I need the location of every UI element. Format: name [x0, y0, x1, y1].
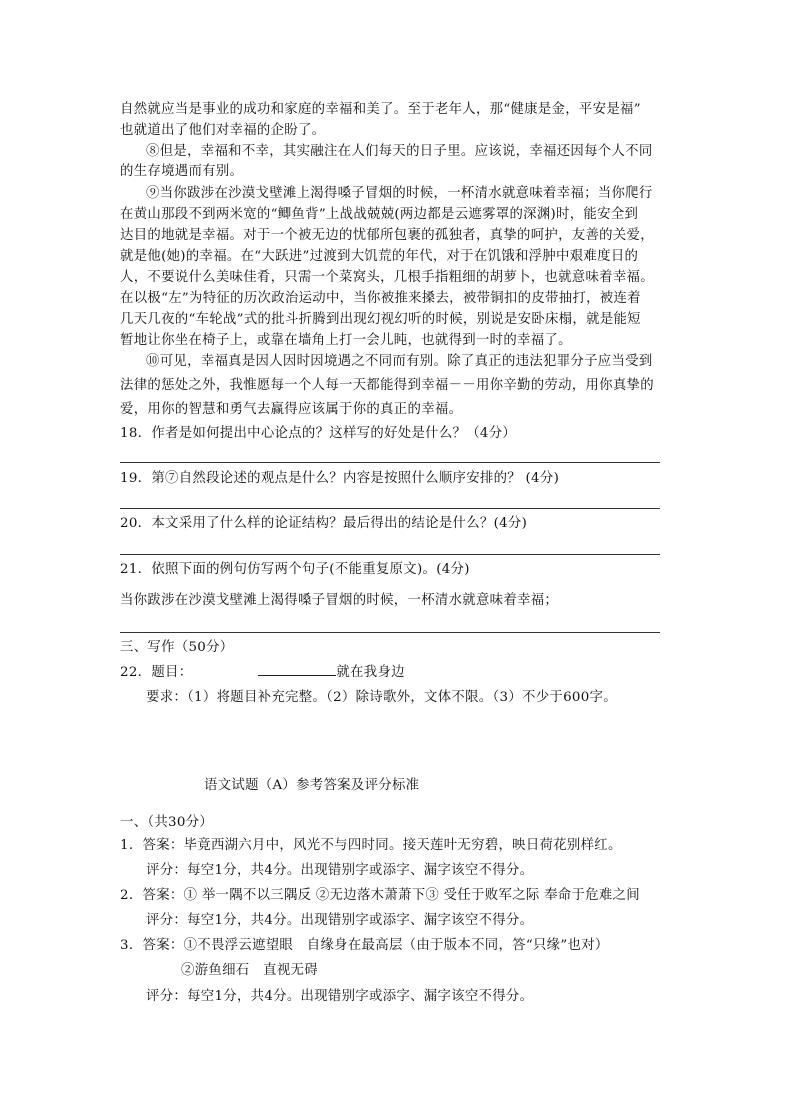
passage-line: 自然就应当是事业的成功和家庭的幸福和美了。至于老年人，那“健康是金，平安是福”	[120, 102, 641, 117]
passage-line: 几天几夜的“车轮战”式的批斗折腾到出现幻视幻听的时候，别说是安卧床榻，就是能短	[120, 312, 641, 327]
passage-line: 达目的地就是幸福。对于一个被无边的忧郁所包裹的孤独者，真挚的呵护，友善的关爱，	[120, 228, 654, 243]
answer-3: 3．答案：①不畏浮云遮望眼 自缘身在最高层（由于版本不同，答“只缘”也对）	[120, 938, 609, 953]
answer-1-scoring: 评分：每空1分，共4分。出现错别字或添字、漏字该空不得分。	[146, 863, 534, 878]
answer-line-19[interactable]	[120, 508, 660, 509]
question-18: 18．作者是如何提出中心论点的？这样写的好处是什么？（4分）	[120, 426, 517, 441]
answer-section-1: 一、（共30分）	[120, 815, 214, 830]
answer-key-title: 语文试题（A）参考答案及评分标准	[204, 778, 420, 793]
paragraph-8: ⑧但是，幸福和不幸，其实融注在人们每天的日子里。应该说，幸福还因每个人不同	[146, 144, 653, 159]
answer-line-21[interactable]	[120, 632, 660, 633]
passage-line: 在黄山那段不到两米宽的“鲫鱼背”上战战兢兢(两边都是云遮雾罩的深渊)时，能安全到	[120, 207, 639, 222]
passage-line: 暂地让你坐在椅子上，或靠在墙角上打一会儿盹，也就得到一时的幸福了。	[120, 333, 572, 348]
answer-2-scoring: 评分：每空1分，共4分。出现错别字或添字、漏字该空不得分。	[146, 913, 534, 928]
passage-line: 也就道出了他们对幸福的企盼了。	[120, 123, 326, 138]
answer-3-continued: ②游鱼细石 直视无碍	[181, 963, 318, 978]
section-writing-heading: 三、写作（50分）	[120, 640, 234, 655]
passage-line: 爱，用你的智慧和勇气去赢得应该属于你的真正的幸福。	[120, 402, 463, 417]
passage-line: 法律的惩处之外，我惟愿每一个人每一天都能得到幸福－－用你辛勤的劳动，用你真挚的	[120, 378, 654, 393]
answer-2: 2．答案：① 举一隅不以三隅反 ②无边落木萧萧下③ 受任于败军之际 奉命于危难之间	[120, 888, 640, 903]
answer-line-20[interactable]	[120, 554, 660, 555]
question-22-title-tail: 就在我身边	[336, 665, 405, 680]
paragraph-10: ⑩可见，幸福真是因人因时因境遇之不同而有别。除了真正的违法犯罪分子应当受到	[146, 354, 653, 369]
passage-line: 的生存境遇而有别。	[120, 164, 244, 179]
title-blank[interactable]	[258, 661, 336, 676]
passage-line: 在以极“左”为特征的历次政治运动中，当你被推来搡去，被带铜扣的皮带抽打，被连着	[120, 291, 641, 306]
passage-line: 人，不要说什么美味佳肴，只需一个菜窝头，几根手指粗细的胡萝卜，也就意味着幸福。	[120, 270, 654, 285]
question-22	[120, 661, 405, 683]
passage-line: 就是他(她)的幸福。在“大跃进”过渡到大饥荒的年代，对于在饥饿和浮肿中艰难度日的	[120, 249, 639, 264]
paragraph-9: ⑨当你跋涉在沙漠戈壁滩上渴得嗓子冒烟的时候，一杯清水就意味着幸福；当你爬行	[146, 186, 653, 201]
question-21: 21．依照下面的例句仿写两个句子(不能重复原文)。(4分)	[120, 562, 470, 577]
answer-1: 1．答案：毕竟西湖六月中，风光不与四时同。接天莲叶无穷碧，映日荷花别样红。	[120, 838, 622, 853]
answer-line-18[interactable]	[120, 462, 660, 463]
question-21-example: 当你跋涉在沙漠戈壁滩上渴得嗓子冒烟的时候，一杯清水就意味着幸福；	[120, 593, 559, 608]
answer-3-scoring: 评分：每空1分，共4分。出现错别字或添字、漏字该空不得分。	[146, 989, 534, 1004]
question-22-label: 22．题目：	[120, 665, 193, 680]
question-20: 20．本文采用了什么样的论证结构？最后得出的结论是什么？(4分)	[120, 516, 528, 531]
question-22-requirements: 要求：（1）将题目补充完整。（2）除诗歌外，文体不限。（3）不少于600字。	[146, 690, 617, 705]
question-19: 19．第⑦自然段论述的观点是什么？内容是按照什么顺序安排的？ (4分)	[120, 471, 560, 486]
